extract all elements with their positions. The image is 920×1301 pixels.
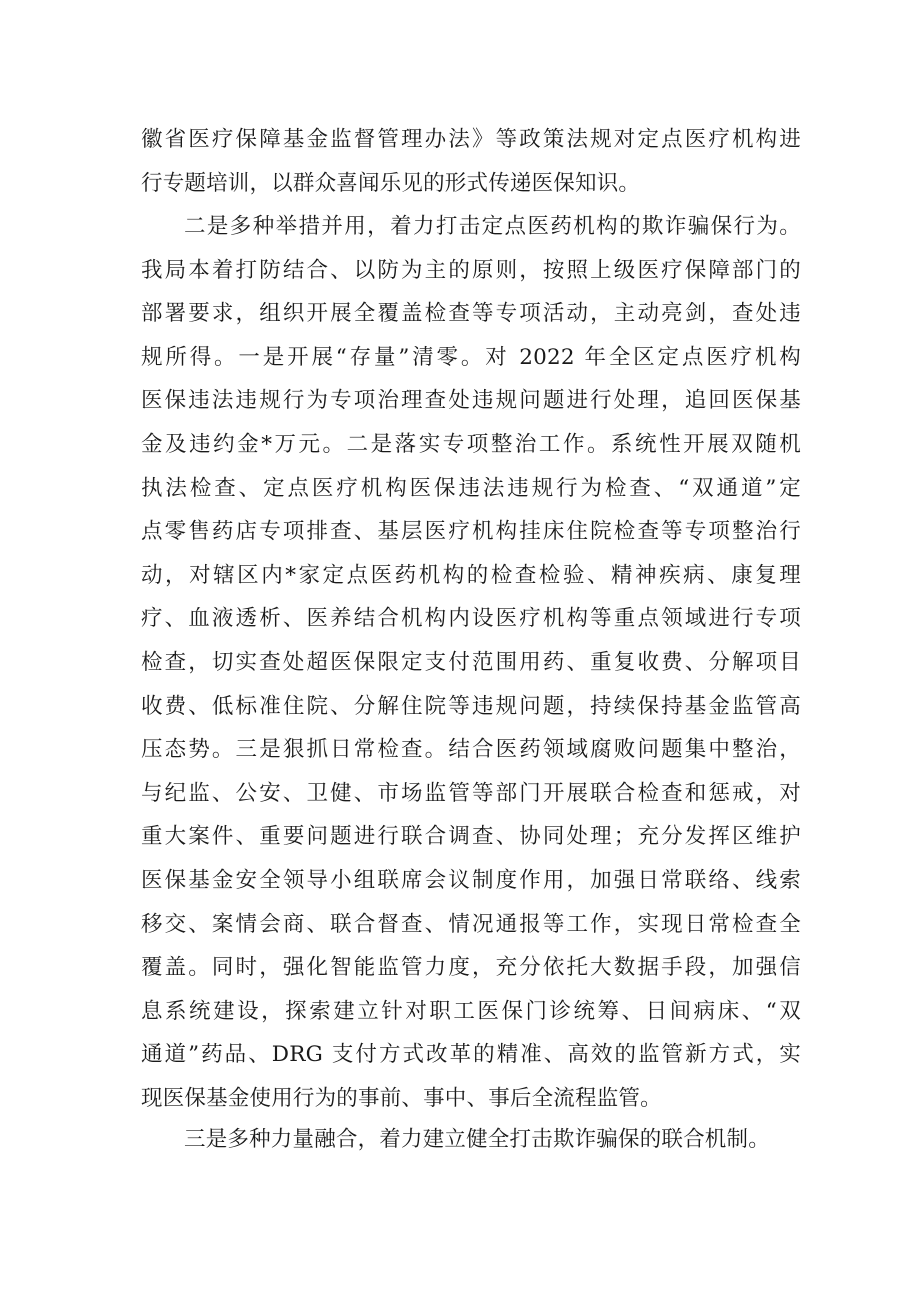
text-line: 徽省医疗保障基金监督管理办法》等政策法规对定点医疗机构进 [141,127,801,152]
text-line: 与纪监、公安、卫健、市场监管等部门开展联合检查和惩戒，对 [141,780,801,806]
text-line: 收费、低标准住院、分解住院等违规问题，持续保持基金监管高 [141,693,801,719]
text-line: 移交、案情会商、联合督查、情况通报等工作，实现日常检查全 [141,911,801,937]
paragraph-training [141,118,801,205]
text-line: 重大案件、重要问题进行联合调查、协同处理；充分发挥区维护 [141,824,801,850]
text-line: 医保违法违规行为专项治理查处违规问题进行处理，追回医保基 [141,388,801,414]
text-line: 部署要求，组织开展全覆盖检查等专项活动，主动亮剑，查处违 [141,301,801,327]
text-line: 检查，切实查处超医保限定支付范围用药、重复收费、分解项目 [141,649,801,675]
text-line: 我局本着打防结合、以防为主的原则，按照上级医疗保障部门的 [141,257,801,283]
text-line: 通道”药品、DRG 支付方式改革的精准、高效的监管新方式，实 [141,1042,801,1068]
paragraph-heading-line: 三是多种力量融合，着力建立健全打击欺诈骗保的联合机制。 [184,1127,770,1152]
text-line: 点零售药店专项排查、基层医疗机构挂床住院检查等专项整治行 [141,519,801,545]
paragraph-measures [141,205,801,1120]
text-line: 规所得。一是开展“存量”清零。对 2022 年全区定点医疗机构 [141,344,801,370]
paragraph-heading-line: 二是多种举措并用，着力打击定点医药机构的欺诈骗保行为。 [184,214,801,239]
text-line: 覆盖。同时，强化智能监管力度，充分依托大数据手段，加强信 [141,955,801,981]
text-line: 医保基金安全领导小组联席会议制度作用，加强日常联络、线索 [141,867,801,893]
text-line: 行专题培训，以群众喜闻乐见的形式传递医保知识。 [141,170,641,196]
text-line: 息系统建设，探索建立针对职工医保门诊统筹、日间病床、“双 [141,998,801,1024]
text-line: 压态势。三是狠抓日常检查。结合医药领域腐败问题集中整治， [141,737,801,763]
text-line: 金及违约金*万元。二是落实专项整治工作。系统性开展双随机 [141,431,801,457]
paragraph-cooperation [141,1118,801,1162]
text-line: 动，对辖区内*家定点医药机构的检查检验、精神疾病、康复理 [141,562,801,588]
text-line: 现医保基金使用行为的事前、事中、事后全流程监管。 [141,1085,662,1111]
text-line: 执法检查、定点医疗机构医保违法违规行为检查、“双通道”定 [141,475,801,501]
text-line: 疗、血液透析、医养结合机构内设医疗机构等重点领域进行专项 [141,606,801,632]
